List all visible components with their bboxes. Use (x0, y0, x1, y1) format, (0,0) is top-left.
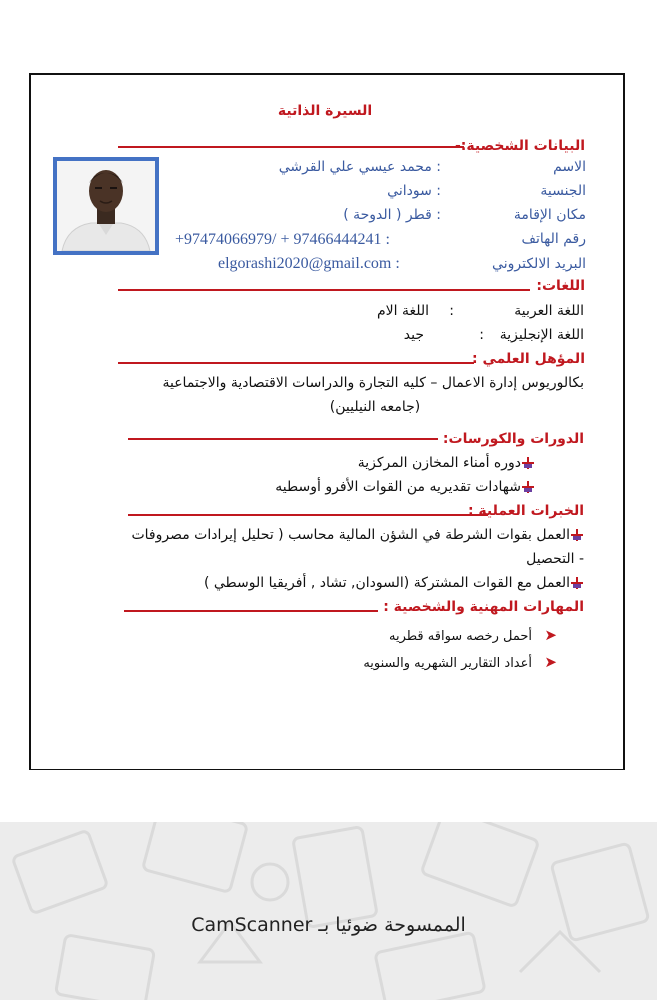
section-divider (128, 514, 488, 516)
education-heading: المؤهل العلمي : (472, 351, 585, 367)
personal-value-phone: +97474066979/ + 97466444241 : (175, 231, 390, 248)
experience-item-text: العمل بقوات الشرطة في الشؤن المالية محاسب ( تحليل إيرادات مصروفات (131, 527, 570, 543)
scanner-watermark-text: الممسوحة ضوئيا بـ CamScanner (191, 914, 466, 936)
skill-item-text: أعداد التقارير الشهريه والسنويه (363, 656, 533, 671)
course-item (275, 479, 535, 495)
bullet-icon (570, 576, 584, 590)
language-label-english: اللغة الإنجليزية (499, 327, 584, 343)
personal-label-nationality: الجنسية (540, 183, 586, 199)
experience-item (131, 527, 584, 543)
course-item-text: شهادات تقديريه من القوات الأفرو أوسطيه (275, 479, 521, 495)
section-divider (118, 146, 464, 148)
experience-item-continuation: - التحصيل (526, 551, 584, 567)
personal-value-name: : محمد عيسي علي القرشي (278, 159, 441, 175)
profile-photo (57, 161, 155, 251)
profile-photo-frame (53, 157, 159, 255)
experience-item (204, 575, 584, 591)
bullet-icon (570, 528, 584, 542)
arrow-bullet-icon: ➤ (544, 653, 557, 671)
languages-heading: اللغات: (536, 278, 585, 294)
scanner-footer (0, 822, 657, 1000)
personal-heading: البيانات الشخصية:- (455, 138, 585, 154)
education-university: (جامعه النيليين) (329, 399, 421, 415)
personal-value-residence: : قطر ( الدوحة ) (343, 207, 441, 223)
skill-item (363, 653, 557, 671)
resume-title: السيرة الذاتية (277, 103, 373, 119)
personal-label-phone: رقم الهاتف (521, 231, 586, 247)
language-value-english: جيد (403, 327, 424, 343)
courses-heading: الدورات والكورسات: (442, 431, 584, 447)
personal-label-email: البريد الالكتروني (492, 256, 586, 272)
bullet-icon (521, 480, 535, 494)
section-divider (124, 610, 378, 612)
skill-item-text: أحمل رخصه سواقه قطريه (389, 629, 533, 644)
skills-heading: المهارات المهنية والشخصية : (383, 599, 584, 615)
language-label-arabic: اللغة العربية (514, 303, 584, 319)
course-item-text: دوره أمناء المخازن المركزية (357, 455, 521, 471)
personal-label-residence: مكان الإقامة (513, 207, 586, 223)
language-value-arabic: اللغة الام (376, 303, 429, 319)
course-item (358, 455, 535, 471)
section-divider (118, 362, 474, 364)
language-sep-arabic: : (449, 303, 454, 319)
personal-value-nationality: : سوداني (387, 183, 441, 199)
skill-item (389, 626, 557, 644)
section-divider (128, 438, 438, 440)
personal-label-name: الاسم (553, 159, 586, 175)
bullet-icon (521, 456, 535, 470)
arrow-bullet-icon: ➤ (544, 626, 557, 644)
language-sep-english: : (479, 327, 484, 343)
experience-heading: الخبرات العملية : (467, 503, 584, 519)
experience-item-text: العمل مع القوات المشتركة (السودان, تشاد , أفريقيا الوسطي ) (203, 575, 570, 591)
education-degree: بكالوريوس إدارة الاعمال – كليه التجارة والدراسات الاقتصادية والاجتماعية (162, 375, 584, 391)
footer-pattern (0, 822, 657, 1000)
personal-value-email: elgorashi2020@gmail.com : (218, 255, 400, 272)
section-divider (118, 289, 530, 291)
